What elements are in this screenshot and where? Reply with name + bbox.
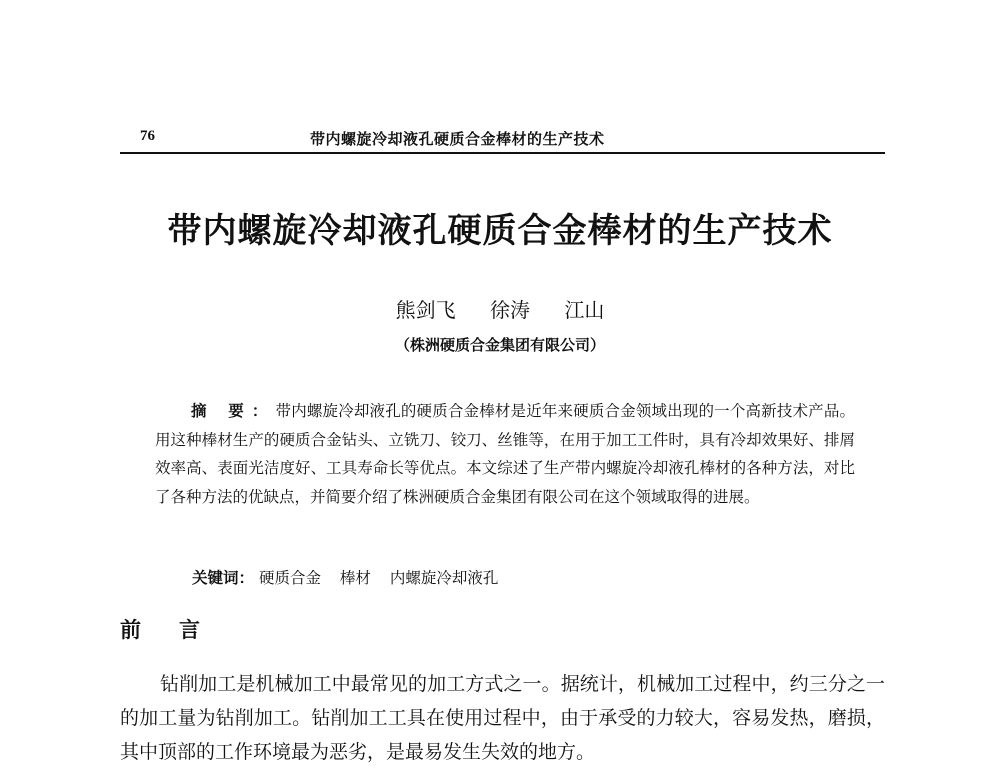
keyword: 硬质合金	[258, 569, 321, 587]
author-name: 徐涛	[490, 298, 530, 322]
section-heading: 前言	[120, 618, 238, 642]
author-name: 熊剑飞	[395, 298, 456, 322]
keywords-label: 关键词：	[192, 569, 255, 587]
author-list	[0, 294, 1000, 323]
keywords	[192, 566, 512, 588]
abstract-text: 带内螺旋冷却液孔的硬质合金棒材是近年来硬质合金领域出现的一个高新技术产品。用这种棒材生产的硬质合金钻头、立铣刀、铰刀、丝锥等，在用于加工工件时，具有冷却效果好、排屑效率高、表面光洁度好、工具寿命长等优点。本文综述了生产带内螺旋冷却液孔棒材的各种方法，对比了各种方法的优缺点，并简要介绍了株洲硬质合金集团有限公司在这个领域取得的进展。	[155, 402, 855, 506]
keyword: 内螺旋冷却液孔	[389, 569, 499, 587]
body-paragraph: 钻削加工是机械加工中最常见的加工方式之一。据统计，机械加工过程中，约三分之一的加工量为钻削加工。钻削加工工具在使用过程中，由于承受的力较大，容易发热，磨损，其中顶部的工作环境最为恶劣，是最易发生失效的地方。	[120, 673, 885, 763]
author-name: 江山	[564, 298, 605, 322]
running-head: 带内螺旋冷却液孔硬质合金棒材的生产技术	[310, 130, 605, 148]
keyword: 棒材	[339, 569, 371, 587]
affiliation: （株洲硬质合金集团有限公司）	[394, 336, 605, 354]
paper-title: 带内螺旋冷却液孔硬质合金棒材的生产技术	[167, 211, 833, 251]
abstract	[155, 397, 855, 511]
abstract-label: 摘 要：	[191, 402, 276, 420]
page-number: 76	[140, 128, 155, 144]
header-rule	[120, 152, 885, 154]
